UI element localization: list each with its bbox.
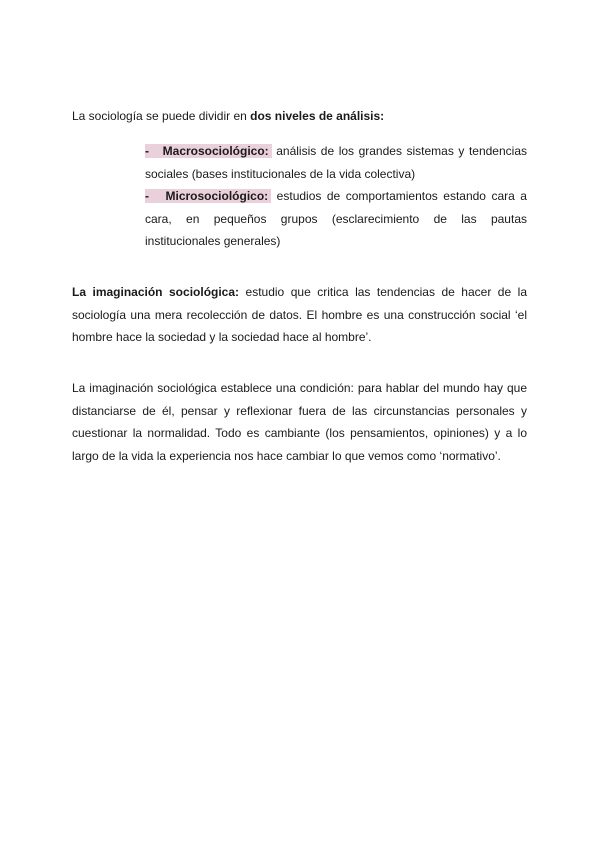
intro-text: La sociología se puede dividir en	[72, 109, 251, 123]
levels-list	[145, 140, 527, 253]
macro-description: análisis de los grandes sistemas y tendencias sociales (bases institucionales de la vida colectiva)	[145, 144, 527, 181]
micro-term-highlight	[145, 189, 271, 203]
list-item-macro	[145, 140, 527, 185]
macro-dash: -	[145, 144, 149, 158]
condition-paragraph: La imaginación sociológica establece una condición: para hablar del mundo hay que distanciarse de él, pensar y reflexionar fuera de las circunstancias personales y cuestionar la normalidad. Todo es cambiante (los pensamientos, opiniones) y a lo largo de la vida la experiencia nos hace cambiar lo que vemos como ‘normativo’.	[72, 381, 527, 463]
imagination-term: La imaginación sociológica:	[72, 285, 240, 299]
imagination-text: estudio que critica las tendencias de hacer de la sociología una mera recolección de datos. El hombre es una construcción social ‘el hombre hace la sociedad y la sociedad hace al hombre’.	[72, 285, 527, 344]
micro-term: Microsociológico:	[165, 189, 269, 203]
micro-description: estudios de comportamientos estando cara a cara, en pequeños grupos (esclarecimiento de las pautas institucionales generales)	[145, 189, 527, 248]
intro-paragraph	[72, 105, 527, 128]
macro-term-highlight	[145, 144, 272, 158]
micro-dash: -	[145, 189, 149, 203]
imagination-paragraph	[72, 281, 527, 349]
list-item-micro	[145, 185, 527, 253]
intro-bold-text: dos niveles de análisis:	[250, 109, 385, 123]
macro-term: Macrosociológico:	[162, 144, 269, 158]
